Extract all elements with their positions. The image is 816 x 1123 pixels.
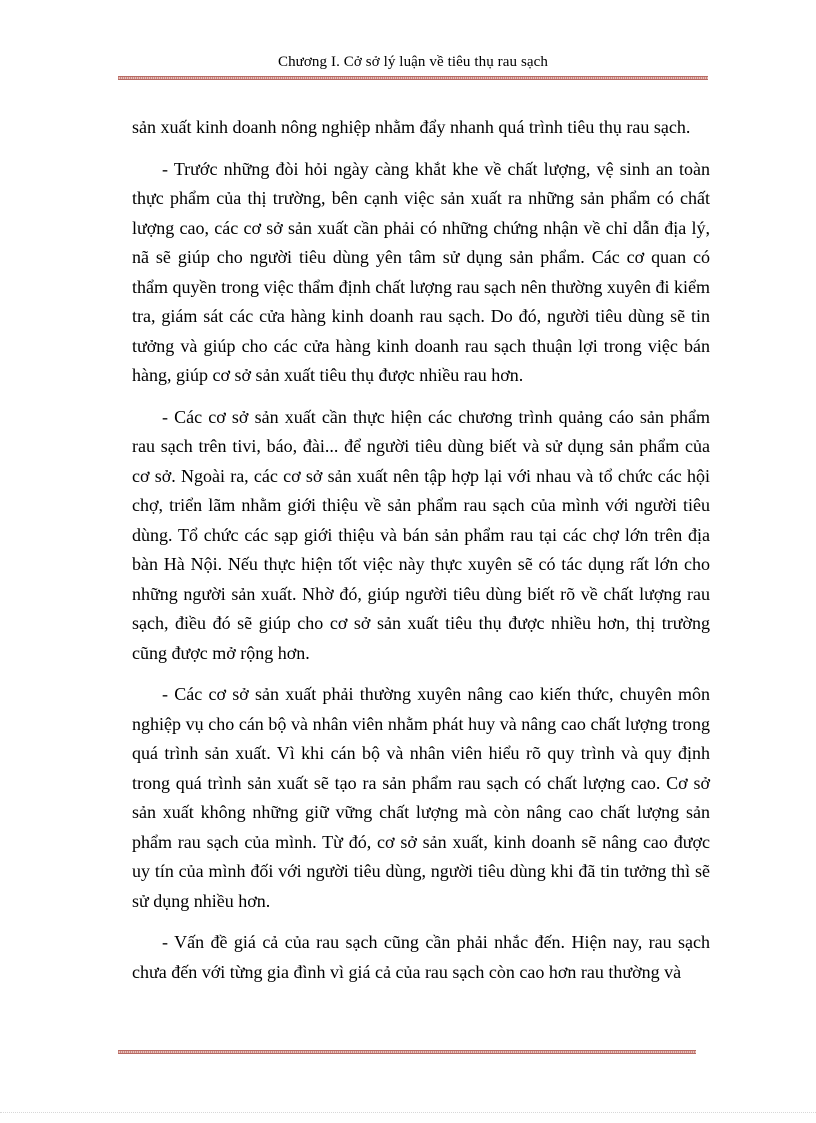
page-header-title: Chương I. Cở sở lý luận về tiêu thụ rau sạch <box>277 54 549 70</box>
footer-divider <box>118 1050 696 1054</box>
paragraph: - Các cơ sở sản xuất phải thường xuyên nâng cao kiến thức, chuyên môn nghiệp vụ cho cán bộ và nhân viên nhằm phát huy và nâng cao chất lượng trong quá trình sản xuất. Vì khi cán bộ và nhân viên hiểu rõ quy trình và quy định trong quá trình sản xuất sẽ tạo ra sản phẩm rau sạch có chất lượng cao. Cơ sở sản xuất không những giữ vững chất lượng mà còn nâng cao chất lượng sản phẩm rau sạch của mình. Từ đó, cơ sở sản xuất, kinh doanh sẽ nâng cao được uy tín của mình đối với người tiêu dùng, người tiêu dùng khi đã tin tưởng thì sẽ sử dụng nhiều hơn. <box>132 684 710 911</box>
paragraph: - Vấn đề giá cả của rau sạch cũng cần phải nhắc đến. Hiện nay, rau sạch chưa đến với từng gia đình vì giá cả của rau sạch còn cao hơn rau thường và <box>132 932 710 982</box>
document-body <box>132 113 710 999</box>
paragraph: sản xuất kinh doanh nông nghiệp nhằm đẩy nhanh quá trình tiêu thụ rau sạch. <box>132 117 691 137</box>
header-divider <box>118 76 708 80</box>
paragraph: - Các cơ sở sản xuất cần thực hiện các chương trình quảng cáo sản phẩm rau sạch trên tivi, báo, đài... để người tiêu dùng biết và sử dụng sản phẩm của cơ sở. Ngoài ra, các cơ sở sản xuất nên tập hợp lại với nhau và tổ chức các hội chợ, triển lãm nhằm giới thiệu về sản phẩm rau sạch của mình với người tiêu dùng. Tổ chức các sạp giới thiệu và bán sản phẩm rau tại các chợ lớn trên địa bàn Hà Nội. Nếu thực hiện tốt việc này thực xuyên sẽ có tác dụng rất lớn cho những người sản xuất. Nhờ đó, giúp người tiêu dùng biết rõ về chất lượng rau sạch, điều đó sẽ giúp cho cơ sở sản xuất tiêu thụ được nhiều hơn, thị trường cũng được mở rộng hơn. <box>132 406 710 663</box>
paragraph: - Trước những đòi hỏi ngày càng khắt khe về chất lượng, vệ sinh an toàn thực phẩm của thị trường, bên cạnh việc sản xuất ra những sản phẩm có chất lượng cao, các cơ sở sản xuất cần phải có những chứng nhận về chỉ dẫn địa lý, nã sẽ giúp cho người tiêu dùng yên tâm sử dụng sản phẩm. Các cơ quan có thẩm quyền trong việc thẩm định chất lượng rau sạch nên thường xuyên đi kiểm tra, giám sát các cửa hàng kinh doanh rau sạch. Do đó, người tiêu dùng sẽ tin tưởng và giúp cho các cửa hàng kinh doanh rau sạch thuận lợi trong việc bán hàng, giúp cơ sở sản xuất tiêu thụ được nhiều rau hơn. <box>132 158 710 385</box>
page-boundary <box>0 1112 816 1113</box>
